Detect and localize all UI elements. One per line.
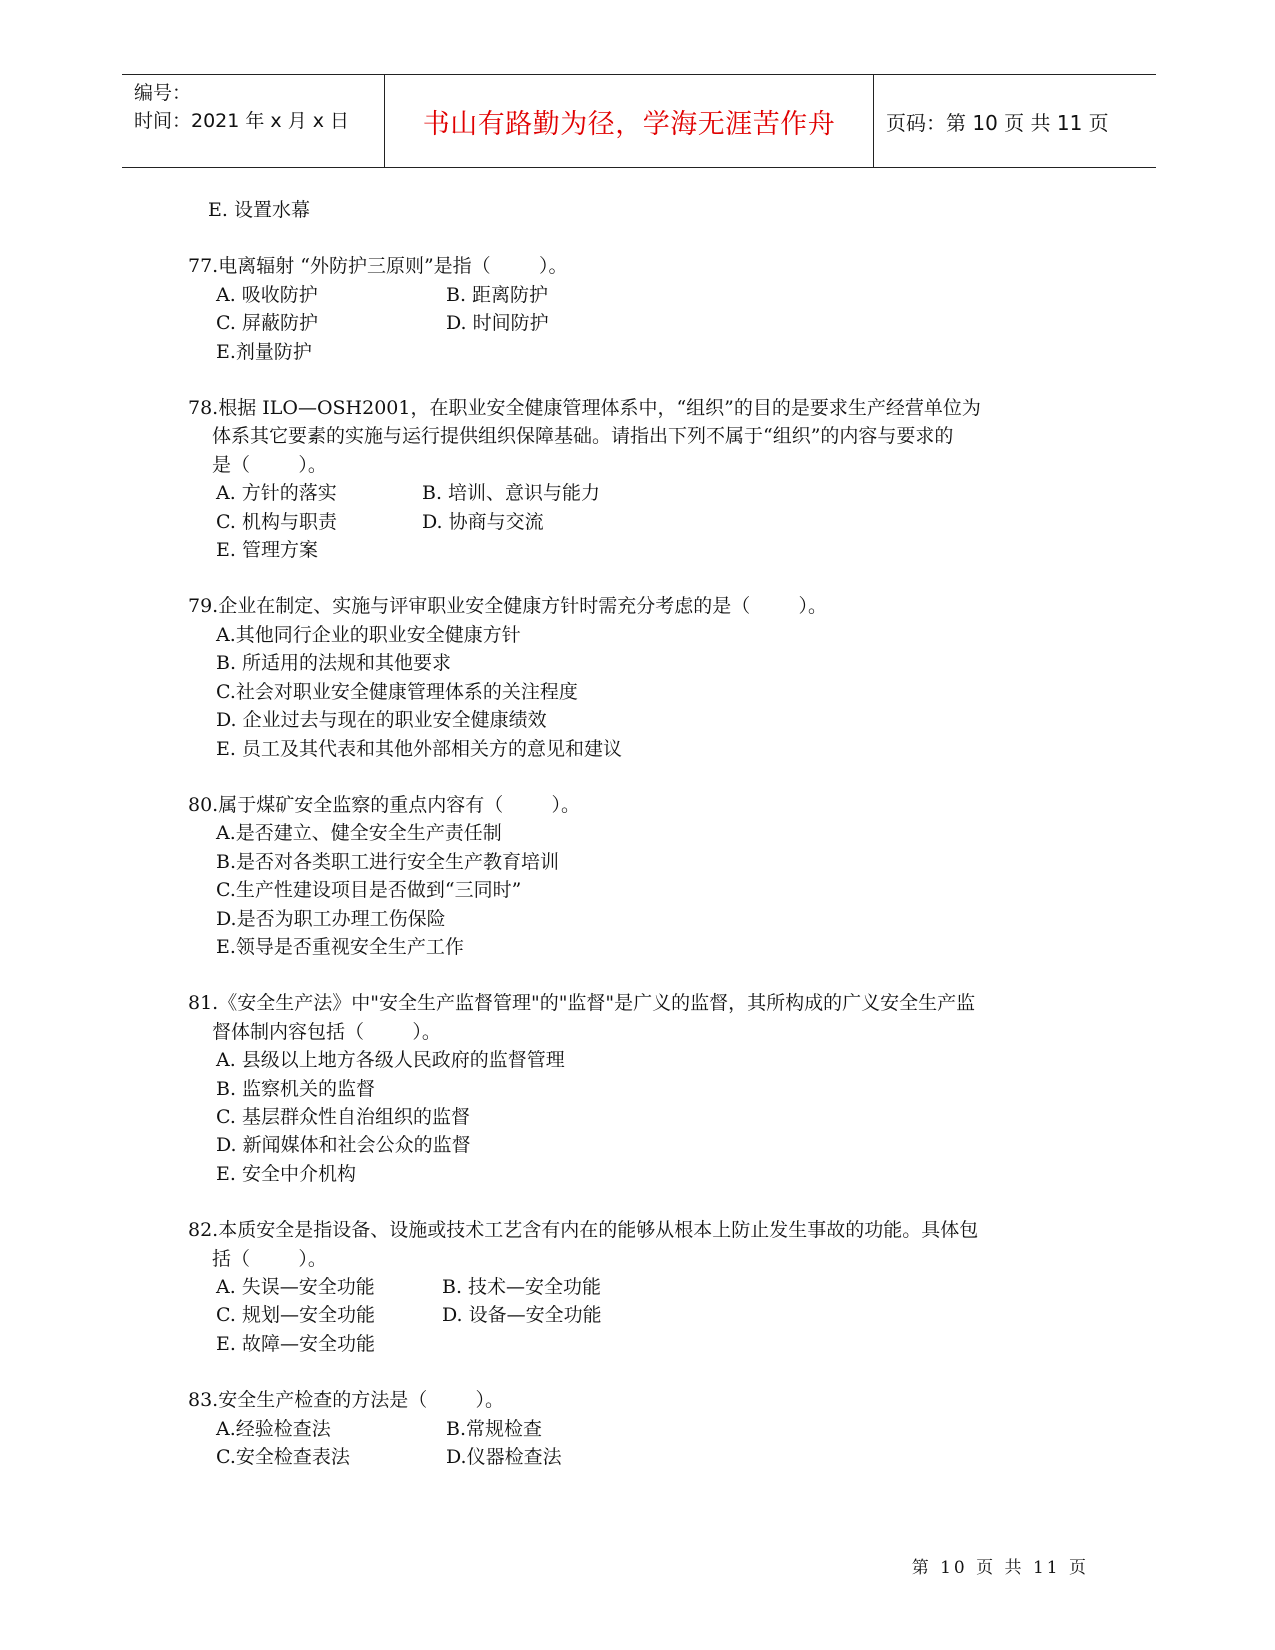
option-c: C.社会对职业安全健康管理体系的关注程度: [216, 680, 578, 703]
question-stem: 78.根据 ILO—OSH2001，在职业安全健康管理体系中，“组织”的目的是要求生产经营单位为: [188, 397, 981, 420]
question-stem: 77.电离辐射 “外防护三原则”是指（ ）。: [188, 255, 568, 278]
question-stem-cont: 括（ ）。: [212, 1247, 327, 1270]
question-stem: 80.属于煤矿安全监察的重点内容有（ ）。: [188, 793, 581, 816]
question-stem-cont: 体系其它要素的实施与运行提供组织保障基础。请指出下列不属于“组织”的内容与要求的: [212, 425, 954, 448]
option-e: E. 管理方案: [216, 539, 318, 562]
option-a: A.是否建立、健全安全生产责任制: [216, 822, 502, 845]
option-e: E.剂量防护: [216, 340, 312, 363]
option-b: B. 监察机关的监督: [216, 1077, 376, 1100]
question-77: [188, 252, 1098, 366]
question-stem: 81.《安全生产法》中"安全生产监督管理"的"监督"是广义的监督，其所构成的广义安全生产监: [188, 992, 976, 1015]
header-page-label: 页码：第 10 页 共 11 页: [886, 110, 1109, 135]
option-d: D. 协商与交流: [422, 510, 544, 533]
option-c: C.生产性建设项目是否做到“三同时”: [216, 879, 522, 902]
option-b: B.常规检查: [446, 1417, 543, 1440]
option-c: C. 机构与职责: [216, 510, 337, 533]
option-c: C.安全检查表法: [216, 1446, 350, 1469]
option-d: D. 新闻媒体和社会公众的监督: [216, 1134, 471, 1157]
option-c: C. 规划—安全功能: [216, 1304, 375, 1327]
option-d: D. 时间防护: [446, 312, 549, 335]
option-b: B. 培训、意识与能力: [422, 482, 601, 505]
document-body: [188, 196, 1098, 1471]
option-b: B. 所适用的法规和其他要求: [216, 652, 452, 675]
header-motto: 书山有路勤为径，学海无涯苦作舟: [385, 75, 874, 167]
option-a: A.其他同行企业的职业安全健康方针: [216, 623, 521, 646]
question-82: [188, 1216, 1098, 1358]
page-header: [122, 74, 1156, 168]
option-c: C. 基层群众性自治组织的监督: [216, 1105, 470, 1128]
option-e: E. 员工及其代表和其他外部相关方的意见和建议: [216, 737, 622, 760]
option-d: D. 设备—安全功能: [442, 1304, 602, 1327]
header-info-cell: [122, 75, 385, 167]
question-81: [188, 989, 1098, 1188]
option-b: B.是否对各类职工进行安全生产教育培训: [216, 850, 560, 873]
option-b: B. 距离防护: [446, 283, 549, 306]
option-a: A. 失误—安全功能: [216, 1276, 375, 1298]
question-79: [188, 592, 1098, 762]
option-e: E.领导是否重视安全生产工作: [216, 935, 464, 958]
question-78: [188, 394, 1098, 564]
option-a: A.经验检查法: [216, 1417, 331, 1440]
option-e: E. 故障—安全功能: [216, 1332, 375, 1355]
question-stem: 83.安全生产检查的方法是（ ）。: [188, 1389, 505, 1412]
question-stem: 79.企业在制定、实施与评审职业安全健康方针时需充分考虑的是（ ）。: [188, 595, 828, 618]
option-b: B. 技术—安全功能: [442, 1276, 602, 1298]
option-a: A. 吸收防护: [216, 283, 318, 306]
prev-option-e: E. 设置水幕: [208, 199, 310, 221]
question-stem: 82.本质安全是指设备、设施或技术工艺含有内在的能够从根本上防止发生事故的功能。具体包: [188, 1219, 979, 1242]
question-80: [188, 791, 1098, 961]
number-label: 编号：: [134, 82, 192, 104]
question-stem-cont: 是（ ）。: [212, 453, 327, 476]
option-d: D.仪器检查法: [446, 1446, 562, 1469]
page-footer: 第 10 页 共 11 页: [911, 1558, 1089, 1578]
option-a: A. 方针的落实: [216, 482, 337, 505]
option-c: C. 屏蔽防护: [216, 312, 318, 335]
option-d: D. 企业过去与现在的职业安全健康绩效: [216, 709, 547, 732]
option-d: D.是否为职工办理工伤保险: [216, 907, 446, 930]
option-a: A. 县级以上地方各级人民政府的监督管理: [216, 1049, 565, 1072]
time-label: 时间：2021 年 x 月 x 日: [134, 110, 350, 132]
question-stem-cont: 督体制内容包括（ ）。: [212, 1020, 441, 1043]
question-83: [188, 1386, 1098, 1471]
option-e: E. 安全中介机构: [216, 1162, 356, 1185]
